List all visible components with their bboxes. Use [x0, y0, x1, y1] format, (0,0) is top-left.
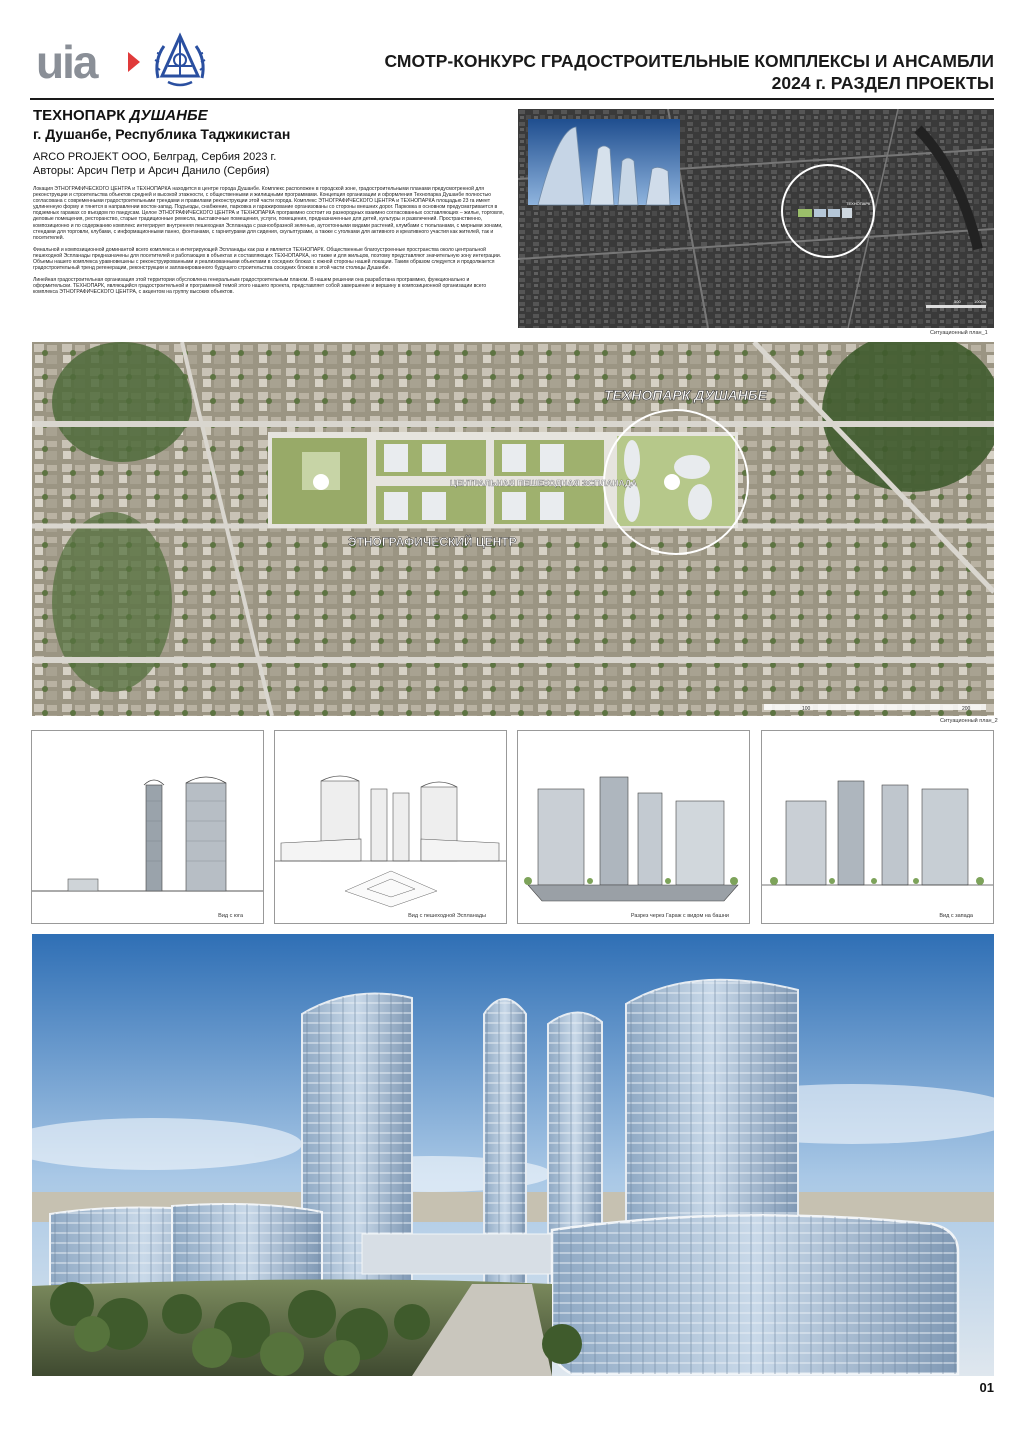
description-paragraph: Локация ЭТНОГРАФИЧЕСКОГО ЦЕНТРА и ТЕХНОПАРКА находится в центре города Душанбе. Комплекс расположен в городской зоне, градостроительными планами предусмотренной для реконструкции и строительства объектов средней и высокой этажности, с общественными и жилищными программами. Концепция организации и оформления Технопарка Душанбе полностью согласована с современными градостроительными трендами и правилами реконструкции этой части города. Комплекс ЭТНОГРАФИЧЕСКОГО ЦЕНТРА и ТЕХНОПАРКА площадью 23 га имеет удлиненную форму и тянется в направлении восток-запад. Подъезды, снабжение, парковка и гаражирование организованы со стороны внешних дорог. Парковка в основном предусматривается в подземных гаражах со въездом по пандусам. Целое ЭТНОГРАФИЧЕСКОГО ЦЕНТРА и ТЕХНОПАРКА программно состоит из разнородных взаимно согласованных составляющих – жилье, торговля, деловые помещения, ресторанство, старые традиционные ремесла, выставочные помещения, услуги, помещения, предназначенные для детей, культуры и развлечений. Пространственно, композиционно и по содержанию комплекс интегрирует внутренняя пешеходная Эспланада с разнообразной зеленью, аутохтонными видами растений, клумбами с тюльпанами, с мирными зонами, стендами для торговли, клубами, с информационными панно, фонтанами, с гарнитурами для сидения, скульптурами, а также с уголками для активного и креативного участия как жителей, так и посетителей. — [33, 186, 504, 241]
elevation-caption: Разрез через Гараж с видом на башни — [630, 913, 729, 919]
header-divider — [30, 98, 994, 100]
site-plan-2-scale-b: 200 — [962, 706, 971, 712]
entrance-pavilion — [362, 1234, 562, 1274]
site-plan-1-scale-a: 500 — [954, 299, 961, 304]
main-render — [32, 934, 994, 1376]
esplanade-label: ЦЕНТРАЛЬНАЯ ПЕШЕХОДНАЯ ЭСПЛАНАДА — [450, 478, 638, 488]
project-title-prefix: ТЕХНОПАРК — [33, 107, 130, 124]
description-paragraph: Линейная градостроительная организация этой территории обусловлена генеральным градостроительным планом. В нашем решении она разработана программно, функционально и оформительски. ТЕХНОПАРК, являющийся градостроительной и программной темой этого нашего проекта, представляет собой завершение и вершину в композиционной организации всего комплекса ЭТНОГРАФИЧЕСКОГО ЦЕНТРА, с акцентом на группу высоких объектов. — [33, 277, 487, 296]
technopark-label: ТЕХНОПАРК ДУШАНБЕ — [604, 387, 768, 403]
site-plan-1-label: ТЕХНОПАРК — [846, 201, 871, 206]
site-plan-1-map — [518, 109, 994, 328]
description-paragraph: Финальной и композиционной доминантой всего комплекса и интегрирующей Эспланады как раз и является ТЕХНОПАРК. Общественные благоустроенные пространства около центральной пешеходной Эспланады предназначены для посетителей и работающих в объектах и составляющих ТЕХНОПАРКА, но также и для жильцов, поэтому представляют значительную зону интеграции. Объемы нашего комплекса уравновешены с реконструированными и реализованными объектами в соседних блоках с южной стороны нашей локации. Таким образом следуется и продолжается градостроительный тренд регенерации, реконструкции и запланированного будущего строительства соседних блоков в этой части столицы Душанбе. — [33, 246, 502, 272]
project-city: г. Душанбе, Республика Таджикистан — [33, 126, 291, 142]
site-plan-2 — [32, 342, 994, 716]
site-plan-2-map — [32, 342, 994, 716]
project-title-italic: ДУШАНБЕ — [129, 107, 208, 124]
site-plan-1-complex-block — [798, 209, 812, 217]
site-plan-1-complex-block — [842, 208, 852, 218]
elevation-caption: Вид с юга — [218, 913, 243, 919]
project-authors: Авторы: Арсич Петр и Арсич Данило (Сербия) — [33, 165, 270, 177]
site-plan-2-caption: Ситуационный план_2 — [940, 718, 998, 724]
header-title-line2: 2024 г. РАЗДЕЛ ПРОЕКТЫ — [771, 73, 994, 93]
logo-arrow-icon — [128, 52, 140, 72]
elevation-garage-section — [517, 730, 750, 924]
project-title — [33, 107, 208, 125]
site-plan-1-caption: Ситуационный план_1 — [930, 330, 988, 336]
elevation-west — [761, 730, 994, 924]
site-plan-1-complex-block — [814, 209, 826, 217]
elevation-caption: Вид с запада — [939, 913, 973, 919]
header-title — [384, 50, 994, 94]
elevation-esplanade — [274, 730, 507, 924]
site-plan-1 — [518, 109, 994, 328]
ethnographic-center-label: ЭТНОГРАФИЧЕСКИЙ ЦЕНТР — [348, 535, 517, 549]
project-organization: ARCO PROJEKT OOO, Белград, Сербия 2023 г. — [33, 151, 277, 163]
site-plan-1-scale-b: 1000m — [974, 299, 987, 304]
elevation-south — [31, 730, 264, 924]
page-number: 01 — [979, 1380, 994, 1395]
site-plan-2-scale-a: 100 — [802, 706, 811, 712]
uia-logo-text: uia — [36, 36, 97, 88]
project-description — [33, 186, 507, 302]
elevation-caption: Вид с пешеходной Эспланады — [408, 913, 486, 919]
uia-logo — [36, 36, 136, 88]
header-title-line1: СМОТР-КОНКУРС ГРАДОСТРОИТЕЛЬНЫЕ КОМПЛЕКСЫ И АНСАМБЛИ — [384, 51, 994, 71]
site-plan-1-complex-block — [828, 209, 840, 217]
architects-union-emblem-icon — [150, 30, 210, 92]
